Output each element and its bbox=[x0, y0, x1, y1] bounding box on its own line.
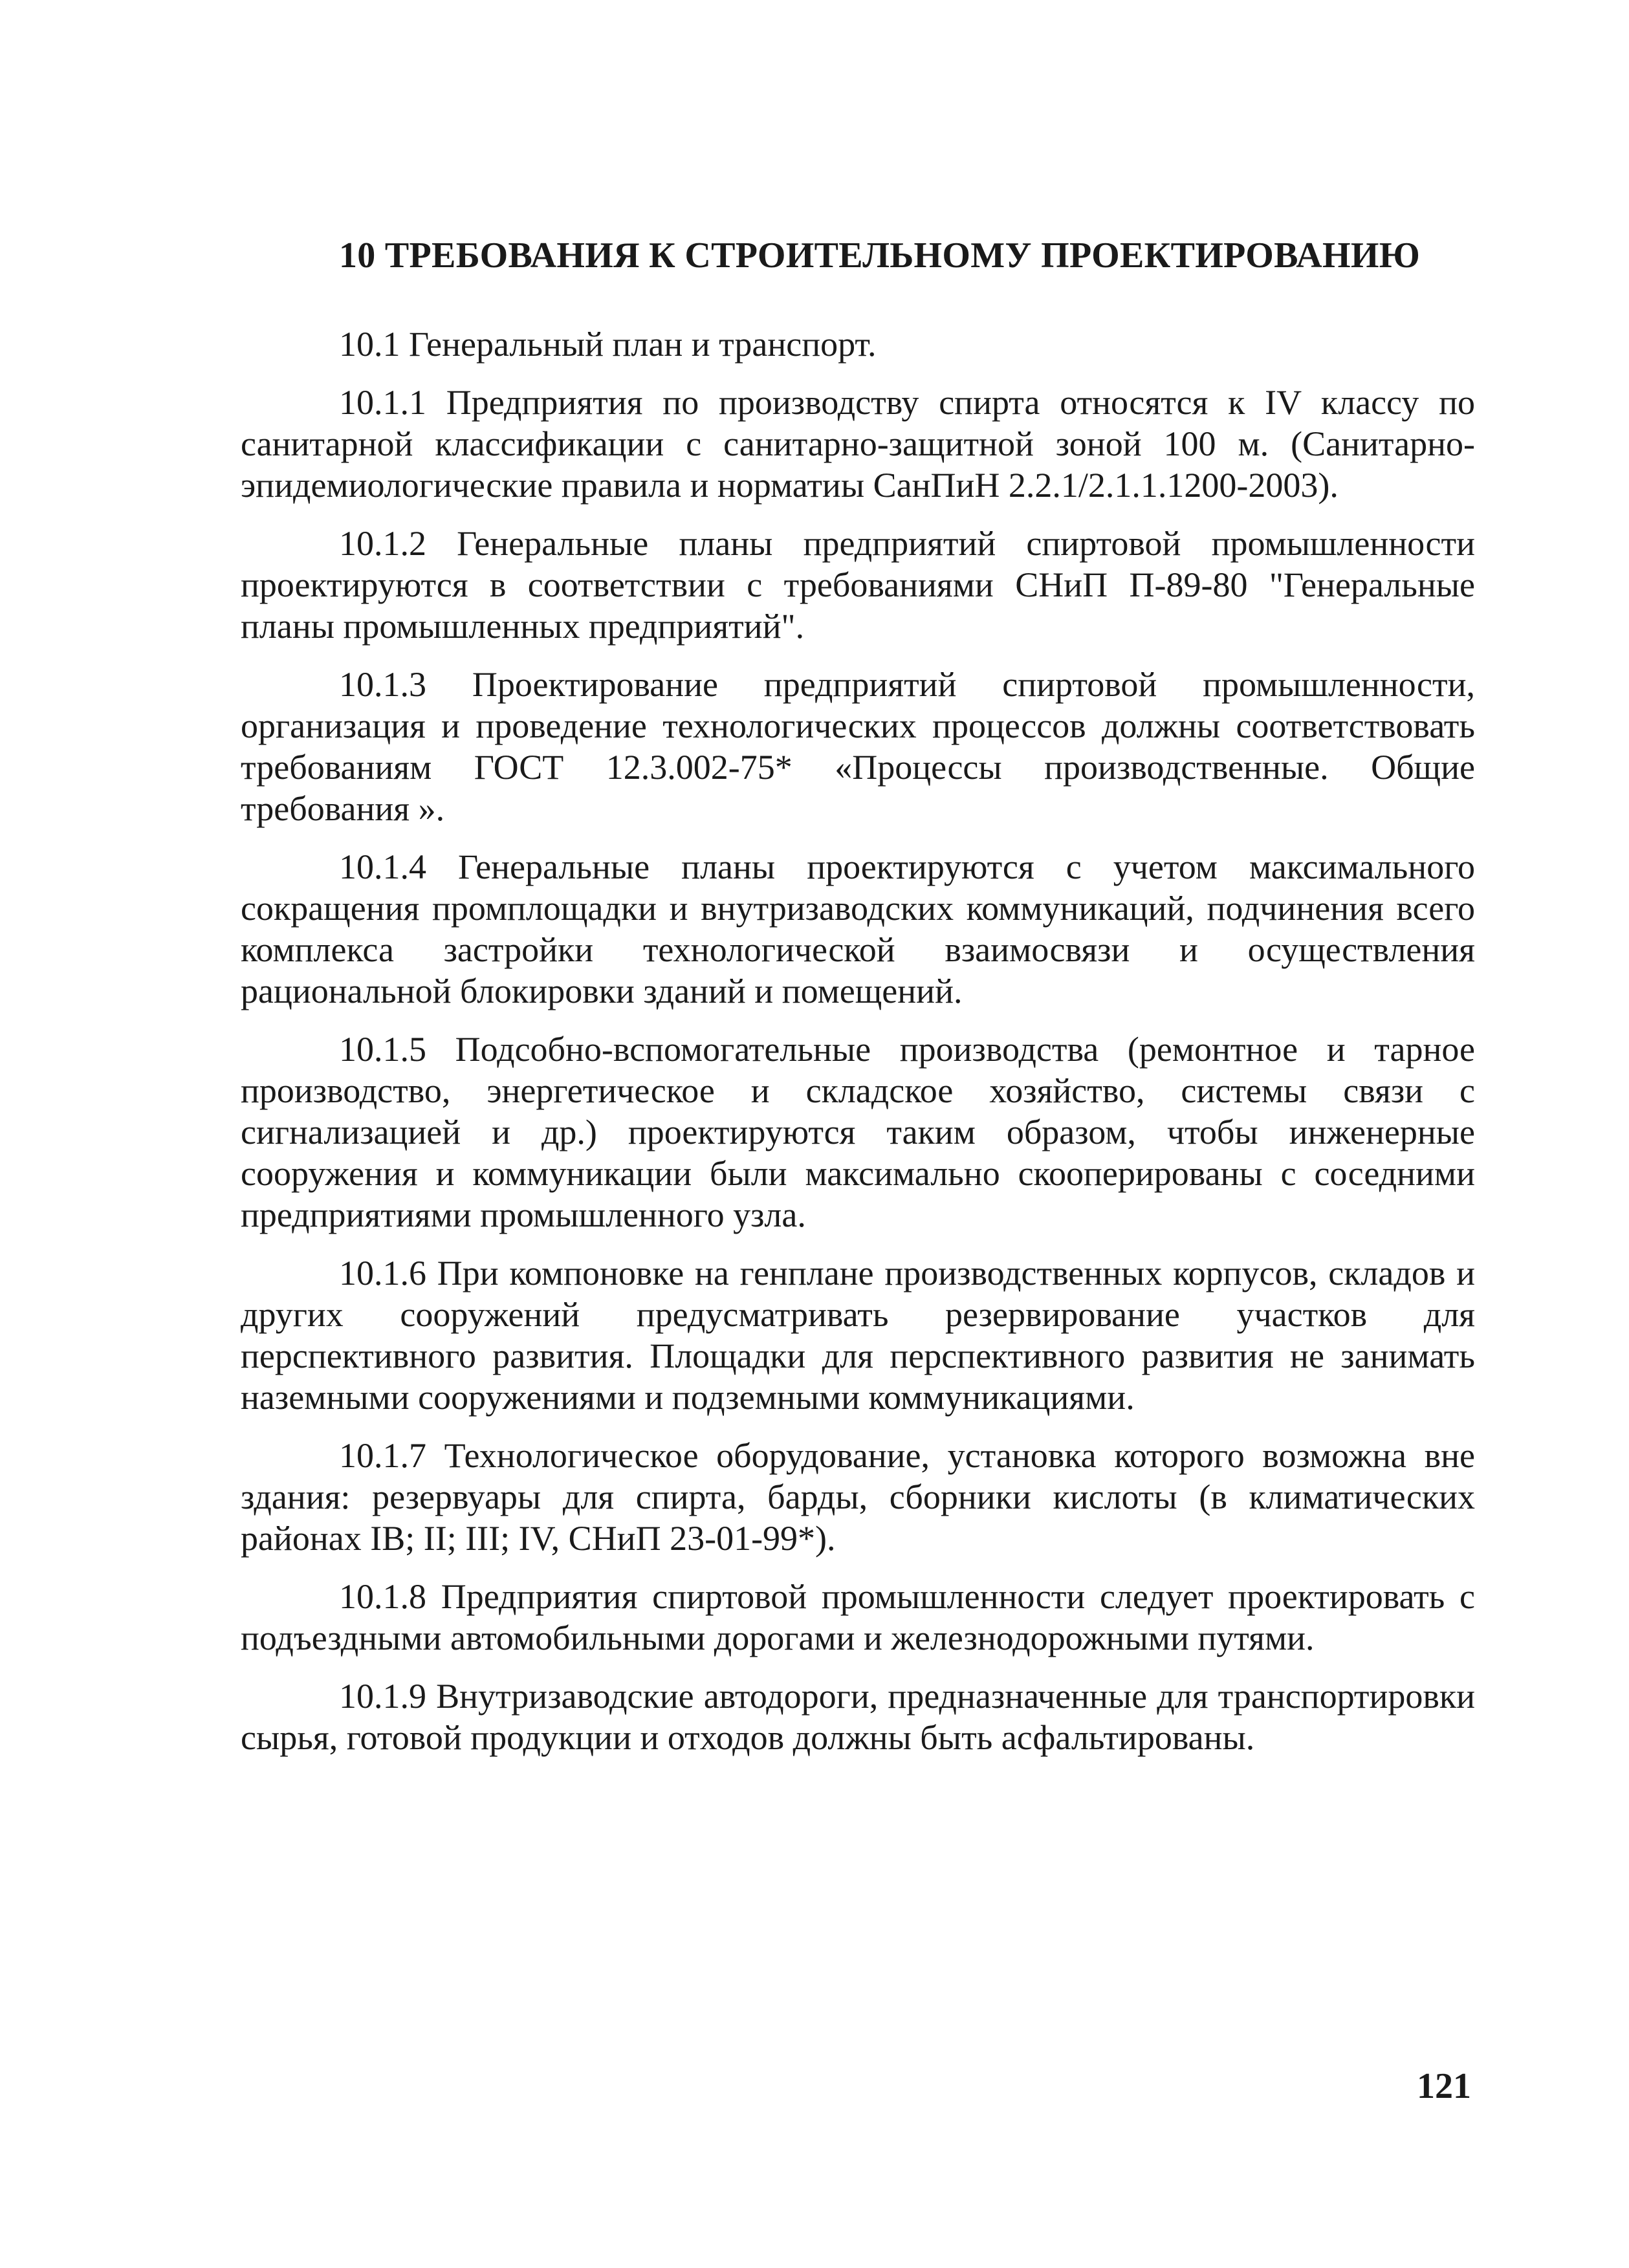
page-number: 121 bbox=[1417, 2066, 1471, 2106]
section-heading: 10 ТРЕБОВАНИЯ К СТРОИТЕЛЬНОМУ ПРОЕКТИРОВАНИЮ bbox=[339, 235, 1421, 276]
paragraph-10-1-6: 10.1.6 При компоновке на генплане производственных корпусов, складов и других сооружений предусматривать резервирование участков для перспективного развития. Площадки для перспективного развития не занимать наземными сооружениями и подземными коммуникациями. bbox=[241, 1254, 1475, 1417]
paragraph-10-1-7: 10.1.7 Технологическое оборудование, установка которого возможна вне здания: резервуары для спирта, барды, сборники кислоты (в климатических районах IB; II; III; IV, СНиП 23-01-99*). bbox=[241, 1436, 1475, 1558]
paragraph-10-1-2: 10.1.2 Генеральные планы предприятий спиртовой промышленности проектируются в соответствии с требованиями СНиП П-89-80 "Генеральные планы промышленных предприятий". bbox=[241, 524, 1475, 646]
paragraph-10-1-4: 10.1.4 Генеральные планы проектируются с учетом максимального сокращения промплощадки и внутризаводских коммуникаций, подчинения всего комплекса застройки технологической взаимосвязи и осуществления рациональной блокировки зданий и помещений. bbox=[241, 847, 1475, 1010]
document-page bbox=[241, 233, 1475, 1775]
paragraph-10-1-8: 10.1.8 Предприятия спиртовой промышленности следует проектировать с подъездными автомобильными дорогами и железнодорожными путями. bbox=[241, 1577, 1475, 1657]
paragraph-10-1-1: 10.1.1 Предприятия по производству спирта относятся к IV классу по санитарной классификации с санитарно-защитной зоной 100 м. (Санитарно-эпидемиологические правила и норматиы СанПиН 2.2.1/2.1.1.1200-2003). bbox=[241, 383, 1475, 505]
paragraph-10-1-3: 10.1.3 Проектирование предприятий спиртовой промышленности, организация и проведение технологических процессов должны соответствовать требованиям ГОСТ 12.3.002-75* «Процессы производственные. Общие требования ». bbox=[241, 665, 1475, 828]
paragraph-10-1-5: 10.1.5 Подсобно-вспомогательные производства (ремонтное и тарное производство, энергетическое и складское хозяйство, системы связи с сигнализацией и др.) проектируются таким образом, чтобы инженерные сооружения и коммуникации были максимально скооперированы с соседними предприятиями промышленного узла. bbox=[241, 1030, 1475, 1234]
paragraph-10-1-9: 10.1.9 Внутризаводские автодороги, предназначенные для транспортировки сырья, готовой продукции и отходов должны быть асфальтированы. bbox=[241, 1677, 1475, 1757]
paragraph-10-1: 10.1 Генеральный план и транспорт. bbox=[339, 325, 877, 364]
